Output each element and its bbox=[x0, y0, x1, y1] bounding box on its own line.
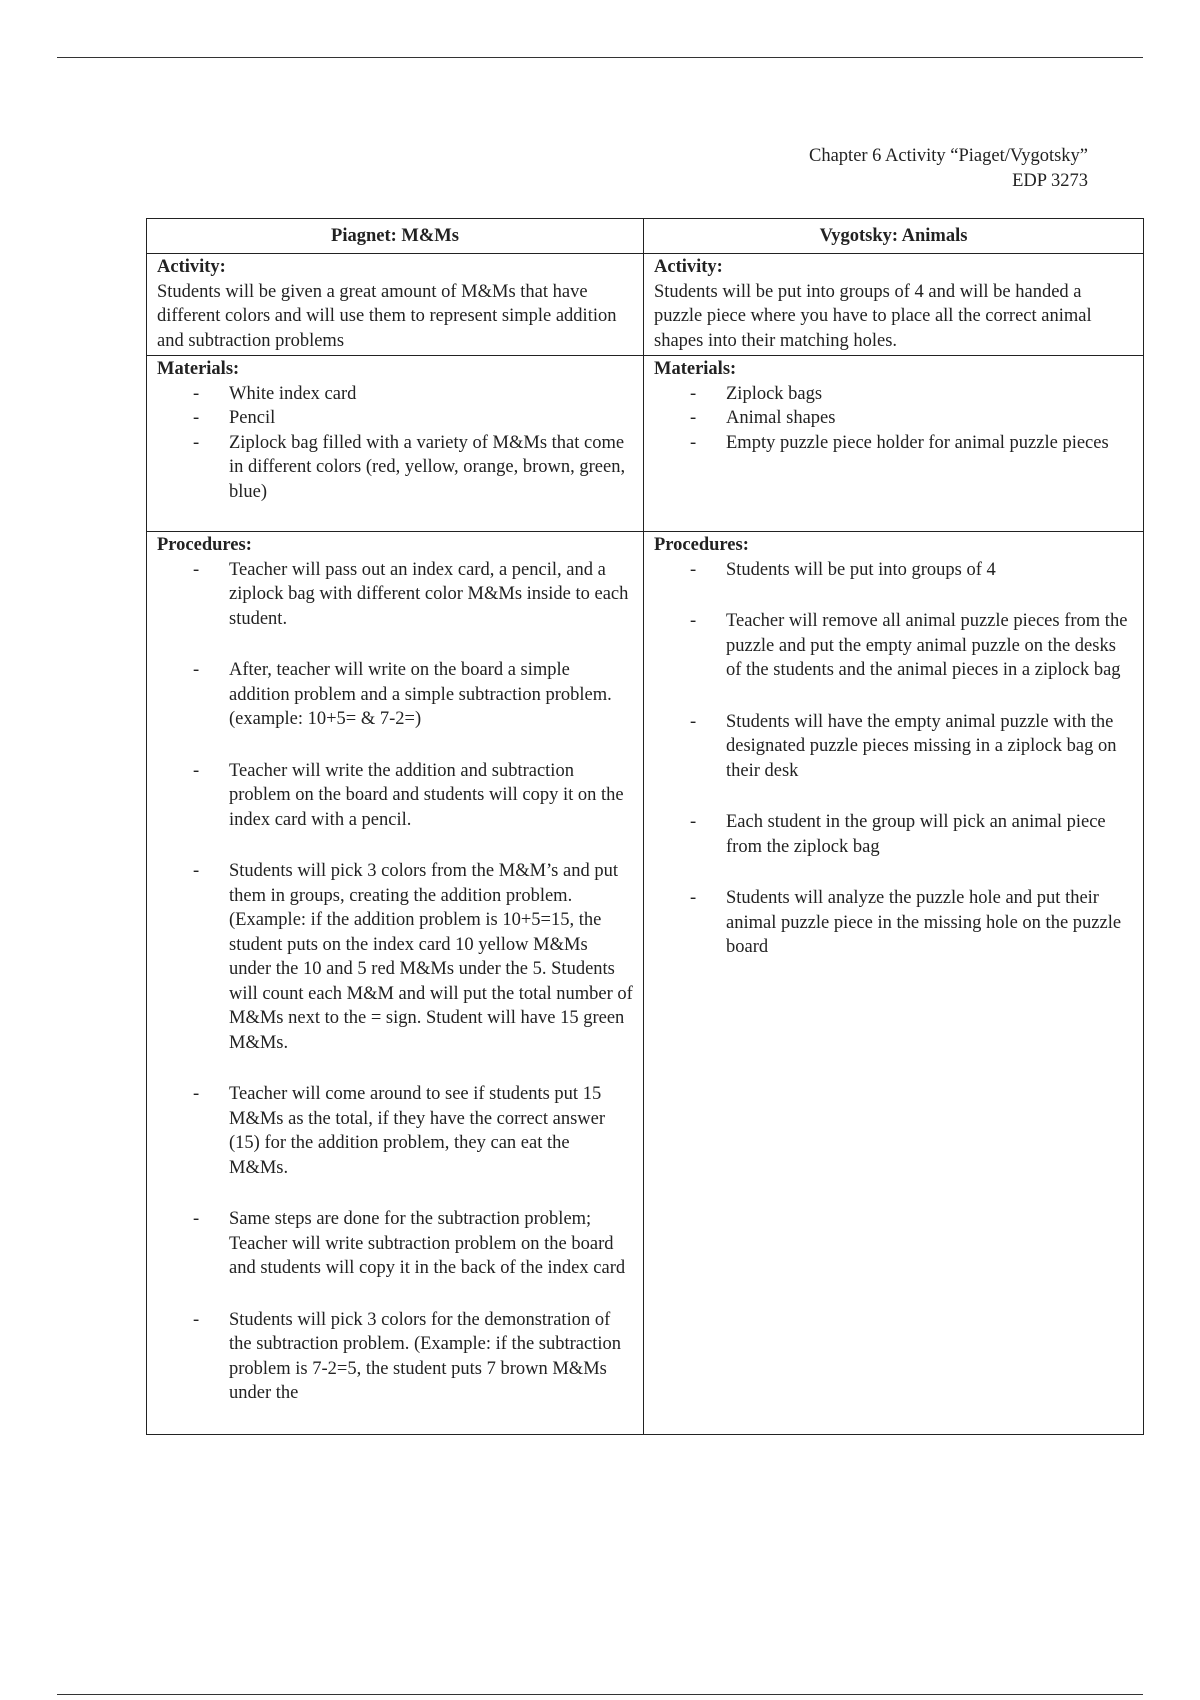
vygotsky-materials-cell bbox=[644, 356, 1144, 532]
activity-text: Students will be put into groups of 4 and will be handed a puzzle piece where you have to place all the correct animal shapes into their matching holes. bbox=[654, 281, 1092, 351]
list-item: - Teacher will come around to see if students put 15 M&Ms as the total, if they have the correct answer (15) for the addition problem, they can eat the M&Ms. bbox=[193, 1084, 606, 1178]
dash-bullet: - bbox=[193, 1309, 200, 1330]
procedures-list bbox=[654, 558, 1133, 960]
dash-bullet: - bbox=[690, 408, 697, 428]
procedures-list bbox=[157, 558, 633, 1406]
list-item: - Students will have the empty animal puzzle with the designated puzzle pieces missing in a ziplock bag on their desk bbox=[690, 711, 1117, 781]
dash-bullet: - bbox=[193, 408, 200, 428]
procedures-label: Procedures: bbox=[157, 535, 252, 555]
dash-bullet: - bbox=[690, 888, 697, 908]
list-item: - Students will analyze the puzzle hole and put their animal puzzle piece in the missing hole on the puzzle board bbox=[690, 888, 1122, 957]
list-item: - Pencil bbox=[157, 406, 633, 431]
list-item: - After, teacher will write on the board a simple addition problem and a simple subtraction problem. (example: 10+5= & 7-2=) bbox=[193, 660, 612, 729]
dash-bullet: - bbox=[690, 812, 697, 832]
dash-bullet: - bbox=[690, 611, 697, 631]
piaget-materials-cell bbox=[147, 356, 644, 532]
piaget-heading: Piagnet: M&Ms bbox=[147, 219, 644, 254]
procedures-label: Procedures: bbox=[654, 535, 749, 555]
list-item: - Ziplock bags bbox=[654, 382, 1133, 407]
list-item: - Teacher will write the addition and subtraction problem on the board and students will copy it on the index card with a pencil. bbox=[193, 760, 624, 830]
list-item: - Each student in the group will pick an animal piece from the ziplock bag bbox=[690, 812, 1106, 857]
list-item: - Teacher will pass out an index card, a pencil, and a ziplock bag with different color M&Ms inside to each student. bbox=[193, 559, 629, 629]
dash-bullet: - bbox=[193, 760, 200, 781]
dash-bullet: - bbox=[193, 432, 200, 453]
list-item: - Teacher will remove all animal puzzle pieces from the puzzle and put the empty animal puzzle on the desks of the students and the animal pieces in a ziplock bag bbox=[690, 611, 1128, 680]
materials-row bbox=[147, 356, 1144, 532]
top-rule bbox=[57, 57, 1143, 58]
activity-text: Students will be given a great amount of M&Ms that have different colors and will use them to represent simple addition and subtraction problems bbox=[157, 281, 617, 351]
materials-label: Materials: bbox=[654, 359, 737, 379]
activity-label: Activity: bbox=[157, 257, 226, 277]
materials-list bbox=[654, 382, 1133, 456]
activity-label: Activity: bbox=[654, 257, 723, 277]
dash-bullet: - bbox=[193, 559, 200, 580]
activity-table bbox=[146, 218, 1144, 1435]
list-item: - White index card bbox=[157, 382, 633, 407]
activity-row bbox=[147, 254, 1144, 356]
dash-bullet: - bbox=[193, 1084, 200, 1104]
dash-bullet: - bbox=[690, 711, 697, 732]
bottom-rule bbox=[57, 1694, 1143, 1695]
list-item: - Students will be put into groups of 4 bbox=[654, 558, 1133, 583]
header-course-code: EDP 3273 bbox=[1012, 171, 1088, 191]
materials-list bbox=[157, 382, 633, 505]
list-item: - Students will pick 3 colors for the demonstration of the subtraction problem. (Example: if the subtraction problem is 7-2=5, the student puts 7 brown M&Ms under the bbox=[193, 1309, 621, 1403]
document-header bbox=[809, 144, 1088, 194]
table-header-row bbox=[147, 219, 1144, 254]
list-item: - Same steps are done for the subtraction problem; Teacher will write subtraction problem on the board and students will copy it in the back of the index card bbox=[193, 1209, 626, 1278]
piaget-activity-cell bbox=[147, 254, 644, 356]
piaget-procedures-cell bbox=[147, 532, 644, 1435]
vygotsky-procedures-cell bbox=[644, 532, 1144, 1435]
dash-bullet: - bbox=[690, 383, 697, 404]
dash-bullet: - bbox=[690, 432, 697, 453]
vygotsky-activity-cell bbox=[644, 254, 1144, 356]
dash-bullet: - bbox=[690, 559, 697, 580]
list-item: - Empty puzzle piece holder for animal puzzle pieces bbox=[654, 431, 1133, 456]
dash-bullet: - bbox=[193, 660, 200, 680]
vygotsky-heading: Vygotsky: Animals bbox=[644, 219, 1144, 254]
dash-bullet: - bbox=[193, 1209, 200, 1229]
dash-bullet: - bbox=[193, 861, 200, 881]
materials-label: Materials: bbox=[157, 359, 240, 379]
list-item: - Ziplock bag filled with a variety of M&Ms that come in different colors (red, yellow, orange, brown, green, blue) bbox=[193, 432, 626, 502]
procedures-row bbox=[147, 532, 1144, 1435]
dash-bullet: - bbox=[193, 383, 200, 404]
list-item: - Animal shapes bbox=[654, 406, 1133, 431]
list-item: - Students will pick 3 colors from the M&M’s and put them in groups, creating the addition problem. (Example: if the addition problem is 10+5=15, the student puts on the index card 10 yellow M&Ms under the 10 and 5 red M&Ms under the 5. Students will count each M&M and will put the total number of M&Ms next to the = sign. Student will have 15 green M&Ms. bbox=[193, 861, 633, 1053]
header-chapter-title: Chapter 6 Activity “Piaget/Vygotsky” bbox=[809, 146, 1088, 166]
